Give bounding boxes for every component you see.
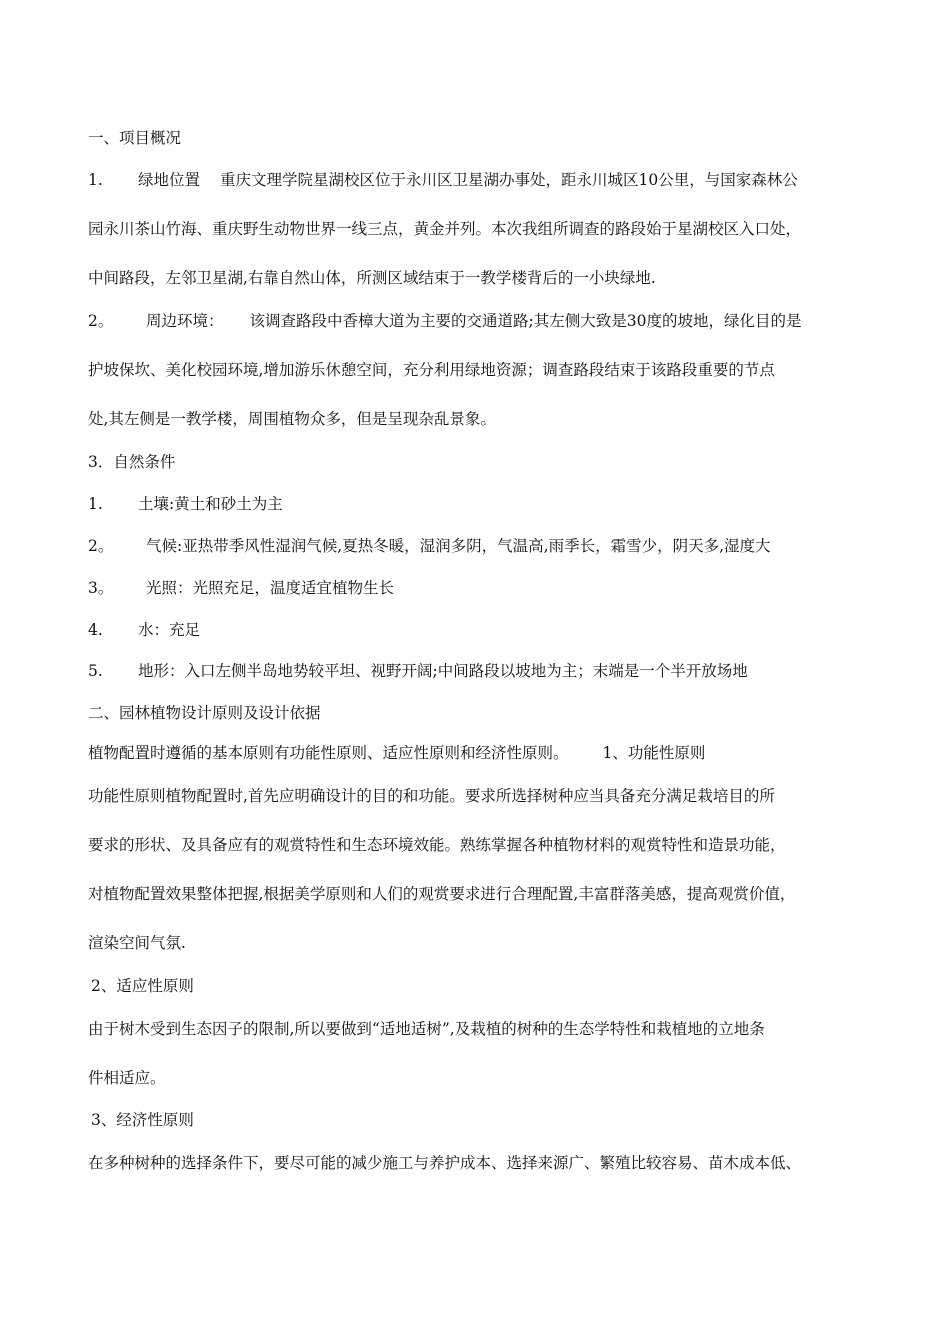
principle-heading-functional: 1、功能性原则 bbox=[602, 744, 706, 762]
item-number: 1. bbox=[88, 171, 103, 189]
intro-paragraph bbox=[88, 743, 705, 763]
item-text: 重庆文理学院星湖校区位于永川区卫星湖办事处，距永川城区10公里，与国家森林公 bbox=[220, 171, 798, 189]
item-number: 2。 bbox=[88, 312, 114, 330]
principle-heading-adaptability: 2、适应性原则 bbox=[91, 977, 194, 995]
paragraph-line: 园永川茶山竹海、重庆野生动物世界一线三点，黄金并列。本次我组所调查的路段始于星湖校区入口处， bbox=[88, 220, 802, 238]
natural-condition-item bbox=[88, 536, 771, 556]
item-number: 5. bbox=[88, 662, 103, 680]
paragraph-line: 对植物配置效果整体把握,根据美学原则和人们的观赏要求进行合理配置,丰富群落美感，提高观赏价值， bbox=[88, 885, 796, 903]
paragraph-line: 渲染空间气氛. bbox=[88, 934, 186, 952]
paragraph-line: 功能性原则植物配置时,首先应明确设计的目的和功能。要求所选择树种应当具备充分满足栽培目的所 bbox=[88, 787, 775, 805]
section-heading-natural-conditions: 3．自然条件 bbox=[88, 453, 176, 471]
paragraph-line: 中间路段，左邻卫星湖,右靠自然山体，所测区域结束于一教学楼背后的一小块绿地. bbox=[88, 269, 656, 287]
item-text: 光照：光照充足，温度适宜植物生长 bbox=[146, 579, 395, 597]
item-label: 周边环境： bbox=[146, 312, 224, 330]
paragraph-line: 要求的形状、及具备应有的观赏特性和生态环境效能。熟练掌握各种植物材料的观赏特性和造景功能， bbox=[88, 836, 786, 854]
natural-condition-item bbox=[88, 620, 200, 640]
item-text: 土壤:黄土和砂土为主 bbox=[138, 495, 283, 513]
natural-condition-item bbox=[88, 661, 748, 681]
paragraph-line: 处,其左侧是一教学楼，周围植物众多，但是呈现杂乱景象。 bbox=[88, 410, 496, 428]
item-number: 4. bbox=[88, 621, 103, 639]
item-text: 水：充足 bbox=[138, 621, 201, 639]
natural-condition-item bbox=[88, 578, 394, 598]
paragraph-line: 护坡保坎、美化校园环境,增加游乐休憩空间，充分利用绿地资源；调查路段结束于该路段重要的节点 bbox=[88, 361, 775, 379]
item-number: 3。 bbox=[88, 579, 114, 597]
item-text: 地形：入口左侧半岛地势较平坦、视野开阔;中间路段以坡地为主；末端是一个半开放场地 bbox=[138, 662, 748, 680]
item-number: 2。 bbox=[88, 537, 114, 555]
paragraph-line: 件相适应。 bbox=[88, 1069, 166, 1087]
paragraph-line: 由于树木受到生态因子的限制,所以要做到“适地适树”,及栽植的树种的生态学特性和栽植地的立地条 bbox=[88, 1020, 765, 1038]
item-text: 气候:亚热带季风性湿润气候,夏热冬暖，湿润多阴，气温高,雨季长，霜雪少，阴天多,湿度大 bbox=[146, 537, 771, 555]
intro-text: 植物配置时遵循的基本原则有功能性原则、适应性原则和经济性原则。 bbox=[88, 744, 569, 762]
section-heading-design-principles: 二、园林植物设计原则及设计依据 bbox=[88, 704, 321, 722]
item-number: 1. bbox=[88, 495, 103, 513]
item-surroundings bbox=[88, 311, 801, 331]
principle-heading-economic: 3、经济性原则 bbox=[91, 1111, 194, 1129]
section-heading-overview-text: 一、项目概况 bbox=[88, 129, 182, 147]
paragraph-line: 在多种树种的选择条件下，要尽可能的减少施工与养护成本、选择来源广、繁殖比较容易、苗木成本低、 bbox=[88, 1154, 802, 1172]
section-heading-overview bbox=[88, 128, 181, 148]
item-green-location bbox=[88, 170, 798, 190]
item-label: 绿地位置 bbox=[138, 171, 201, 189]
item-text: 该调查路段中香樟大道为主要的交通道路;其左侧大致是30度的坡地，绿化目的是 bbox=[249, 312, 802, 330]
natural-condition-item bbox=[88, 494, 283, 514]
